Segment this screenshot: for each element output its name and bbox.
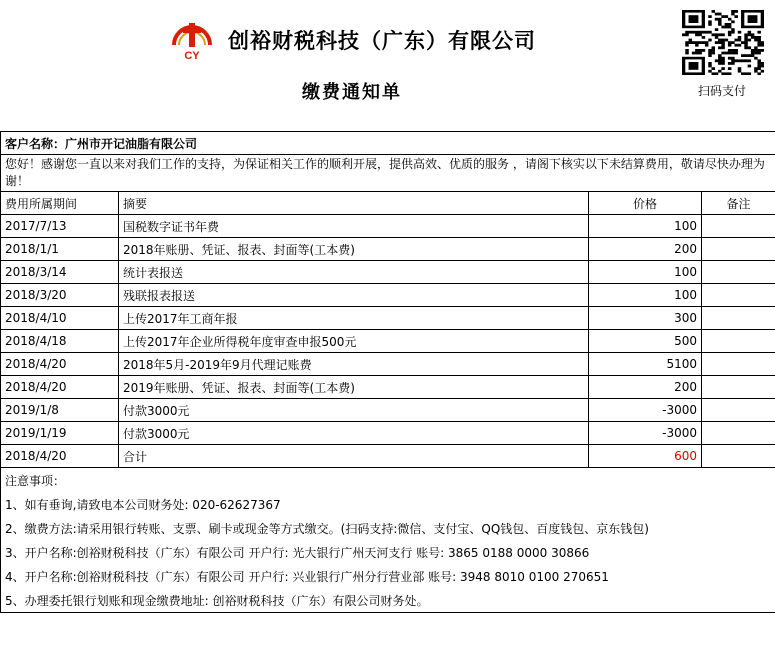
note-row (1, 516, 775, 540)
row-price: 100 (589, 261, 702, 284)
table-row (1, 399, 775, 422)
row-period: 2018/1/1 (1, 238, 119, 261)
row-price: 100 (589, 284, 702, 307)
row-remark (702, 261, 775, 284)
header-remark: 备注 (702, 192, 775, 215)
row-summary: 付款3000元 (119, 422, 589, 445)
total-remark (702, 445, 775, 468)
table-header-row (1, 192, 775, 215)
greeting-row (1, 155, 775, 192)
row-remark (702, 422, 775, 445)
row-period: 2018/3/14 (1, 261, 119, 284)
table-row (1, 376, 775, 399)
row-remark (702, 376, 775, 399)
note-row (1, 540, 775, 564)
row-period: 2018/4/20 (1, 353, 119, 376)
note-row (1, 492, 775, 516)
notes-title-row (1, 468, 775, 493)
total-summary: 合计 (119, 445, 589, 468)
row-summary: 付款3000元 (119, 399, 589, 422)
row-price: 200 (589, 238, 702, 261)
row-summary: 2018年账册、凭证、报表、封面等(工本费) (119, 238, 589, 261)
payment-notice-table (0, 131, 775, 613)
table-row (1, 422, 775, 445)
company-logo (168, 17, 216, 61)
row-price: 100 (589, 215, 702, 238)
row-period: 2018/4/10 (1, 307, 119, 330)
table-row (1, 215, 775, 238)
row-remark (702, 330, 775, 353)
note-item: 1、如有垂询,请致电本公司财务处: 020-62627367 (1, 492, 775, 516)
row-period: 2018/3/20 (1, 284, 119, 307)
row-remark (702, 215, 775, 238)
row-price: 200 (589, 376, 702, 399)
row-summary: 残联报表报送 (119, 284, 589, 307)
row-remark (702, 399, 775, 422)
table-row (1, 284, 775, 307)
row-period: 2019/1/19 (1, 422, 119, 445)
header-summary: 摘要 (119, 192, 589, 215)
row-period: 2018/4/18 (1, 330, 119, 353)
total-period: 2018/4/20 (1, 445, 119, 468)
row-summary: 统计表报送 (119, 261, 589, 284)
row-summary: 国税数字证书年费 (119, 215, 589, 238)
row-summary: 上传2017年工商年报 (119, 307, 589, 330)
row-price: 5100 (589, 353, 702, 376)
row-remark (702, 307, 775, 330)
header-period: 费用所属期间 (1, 192, 119, 215)
total-price: 600 (589, 445, 702, 468)
row-summary: 2018年5月-2019年9月代理记账费 (119, 353, 589, 376)
total-row (1, 445, 775, 468)
row-period: 2018/4/20 (1, 376, 119, 399)
table-row (1, 307, 775, 330)
row-price: 500 (589, 330, 702, 353)
table-row (1, 330, 775, 353)
row-remark (702, 284, 775, 307)
company-name: 创裕财税科技（广东）有限公司 (228, 29, 536, 53)
row-price: 300 (589, 307, 702, 330)
row-period: 2017/7/13 (1, 215, 119, 238)
note-item: 2、缴费方法:请采用银行转账、支票、刷卡或现金等方式缴交。(扫码支持:微信、支付宝、QQ钱包、百度钱包、京东钱包) (1, 516, 775, 540)
qr-code-label: 扫码支付 (698, 84, 747, 98)
row-remark (702, 353, 775, 376)
row-period: 2019/1/8 (1, 399, 119, 422)
note-row (1, 564, 775, 588)
row-price: -3000 (589, 422, 702, 445)
document-title: 缴费通知单 (302, 82, 402, 103)
table-row (1, 261, 775, 284)
row-summary: 上传2017年企业所得税年度审查申报500元 (119, 330, 589, 353)
customer-name: 客户名称：广州市开记油脂有限公司 (1, 132, 775, 155)
table-row (1, 353, 775, 376)
logo-text: CY (184, 50, 200, 61)
payment-qr-code[interactable] (682, 10, 764, 75)
table-row (1, 238, 775, 261)
note-item: 3、开户名称:创裕财税科技（广东）有限公司 开户行: 光大银行广州天河支行 账号: 3865 0188 0000 30866 (1, 540, 775, 564)
header-price: 价格 (589, 192, 702, 215)
customer-row (1, 132, 775, 155)
note-row (1, 588, 775, 613)
row-summary: 2019年账册、凭证、报表、封面等(工本费) (119, 376, 589, 399)
greeting-text: 您好！感谢您一直以来对我们工作的支持，为保证相关工作的顺利开展，提供高效、优质的服务 ，请阁下核实以下未结算费用，敬请尽快办理为谢！ (1, 155, 775, 192)
row-price: -3000 (589, 399, 702, 422)
document-header (0, 0, 775, 125)
row-remark (702, 238, 775, 261)
note-item: 5、办理委托银行划账和现金缴费地址: 创裕财税科技（广东）有限公司财务处。 (1, 588, 775, 613)
notes-title: 注意事项： (1, 468, 775, 493)
note-item: 4、开户名称:创裕财税科技（广东）有限公司 开户行: 兴业银行广州分行营业部 账号: 3948 8010 0100 270651 (1, 564, 775, 588)
